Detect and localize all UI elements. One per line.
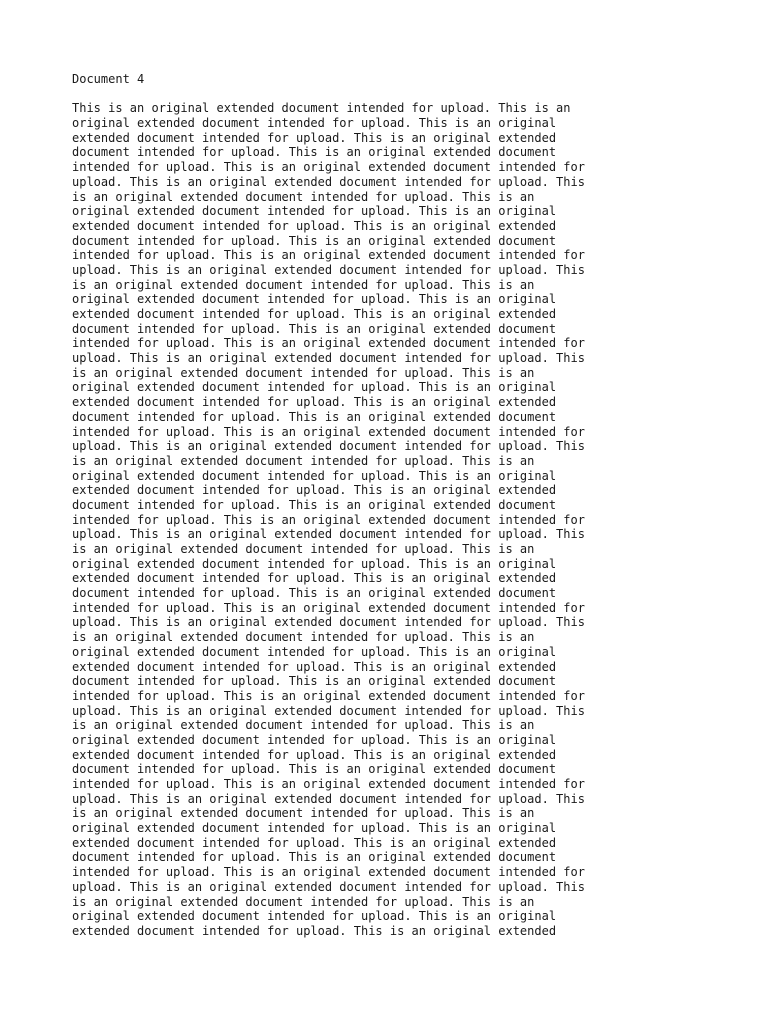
body-text-line: is an original extended document intended for upload. This is an	[72, 718, 535, 733]
document-page	[72, 72, 692, 939]
body-text-line: upload. This is an original extended document intended for upload. This	[72, 262, 585, 277]
body-text-line: is an original extended document intended for upload. This is an	[72, 365, 535, 380]
body-text-line: upload. This is an original extended document intended for upload. This	[72, 703, 585, 718]
body-text-line: extended document intended for upload. This is an original extended	[72, 835, 557, 850]
body-text-line: intended for upload. This is an original extended document intended for	[72, 248, 585, 263]
body-text-line: is an original extended document intended for upload. This is an	[72, 542, 535, 556]
body-text-line: upload. This is an original extended document intended for upload. This	[72, 351, 585, 366]
body-text-line: document intended for upload. This is an original extended document	[72, 409, 557, 424]
body-text-line: document intended for upload. This is an original extended document	[72, 321, 557, 336]
body-text-line: extended document intended for upload. This is an original extended	[72, 571, 557, 586]
body-text-line: document intended for upload. This is an original extended document	[72, 497, 557, 512]
body-text-line: extended document intended for upload. This is an original extended	[72, 923, 557, 938]
body-text-line: upload. This is an original extended document intended for upload. This	[72, 879, 585, 894]
body-text-line: extended document intended for upload. This is an original extended	[72, 395, 557, 410]
document-body	[72, 101, 692, 938]
body-text-line: original extended document intended for upload. This is an original	[72, 821, 557, 836]
body-text-line: is an original extended document intended for upload. This is an	[72, 277, 535, 292]
body-text-line: original extended document intended for upload. This is an original	[72, 732, 557, 747]
body-text-line: intended for upload. This is an original extended document intended for	[72, 160, 585, 175]
body-text-line: original extended document intended for upload. This is an original	[72, 204, 557, 219]
body-text-line: original extended document intended for upload. This is an original	[72, 292, 557, 307]
body-text-line: intended for upload. This is an original extended document intended for	[72, 512, 585, 527]
body-text-line: extended document intended for upload. This is an original extended	[72, 747, 557, 762]
body-text-line: original extended document intended for upload. This is an original	[72, 556, 557, 571]
body-text-line: document intended for upload. This is an original extended document	[72, 586, 557, 601]
body-text-line: is an original extended document intended for upload. This is an	[72, 806, 535, 821]
body-text-line: document intended for upload. This is an original extended document	[72, 233, 557, 248]
body-text-line: extended document intended for upload. This is an original extended	[72, 307, 557, 321]
body-text-line: upload. This is an original extended document intended for upload. This	[72, 527, 585, 542]
body-text-line: extended document intended for upload. This is an original extended	[72, 483, 557, 498]
body-text-line: intended for upload. This is an original extended document intended for	[72, 424, 585, 439]
body-text-line: document intended for upload. This is an original extended document	[72, 145, 557, 160]
body-text-line: This is an original extended document intended for upload. This is an	[72, 101, 571, 116]
body-text-line: upload. This is an original extended document intended for upload. This	[72, 791, 585, 806]
document-title: Document 4	[72, 72, 145, 86]
body-text-line: extended document intended for upload. This is an original extended	[72, 130, 557, 145]
body-text-line: document intended for upload. This is an original extended document	[72, 762, 557, 777]
body-text-line: intended for upload. This is an original extended document intended for	[72, 865, 585, 880]
body-text-line: is an original extended document intended for upload. This is an	[72, 189, 535, 204]
body-text-line: intended for upload. This is an original extended document intended for	[72, 688, 585, 703]
body-text-line: extended document intended for upload. This is an original extended	[72, 659, 557, 674]
body-text-line: original extended document intended for upload. This is an original	[72, 116, 557, 131]
body-text-line: is an original extended document intended for upload. This is an	[72, 630, 535, 645]
body-text-line: document intended for upload. This is an original extended document	[72, 674, 557, 689]
body-text-line: original extended document intended for upload. This is an original	[72, 909, 557, 924]
body-text-line: extended document intended for upload. This is an original extended	[72, 218, 557, 233]
body-text-line: original extended document intended for upload. This is an original	[72, 380, 557, 395]
body-text-line: upload. This is an original extended document intended for upload. This	[72, 615, 585, 630]
body-text-line: upload. This is an original extended document intended for upload. This	[72, 439, 585, 454]
body-text-line: is an original extended document intended for upload. This is an	[72, 894, 535, 909]
body-text-line: document intended for upload. This is an original extended document	[72, 850, 557, 865]
body-text-line: intended for upload. This is an original extended document intended for	[72, 777, 585, 791]
body-text-line: original extended document intended for upload. This is an original	[72, 644, 557, 659]
body-text-line: is an original extended document intended for upload. This is an	[72, 453, 535, 468]
body-text-line: upload. This is an original extended document intended for upload. This	[72, 174, 585, 189]
body-text-line: original extended document intended for upload. This is an original	[72, 468, 557, 483]
body-text-line: intended for upload. This is an original extended document intended for	[72, 336, 585, 351]
body-text-line: intended for upload. This is an original extended document intended for	[72, 600, 585, 615]
